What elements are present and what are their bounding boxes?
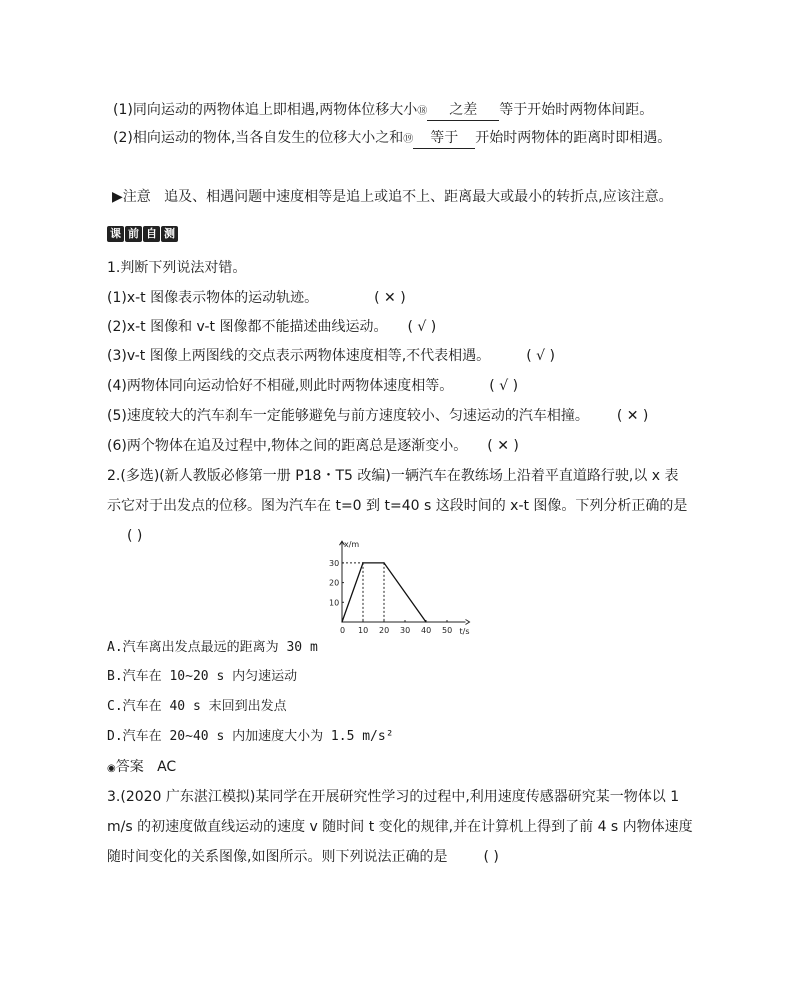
xt-point xyxy=(425,621,426,622)
q1-item-text: (2)x-t 图像和 v-t 图像都不能描述曲线运动。 xyxy=(107,319,388,335)
x-axis-label: t/s xyxy=(459,627,470,636)
summary-item-1 xyxy=(113,100,653,122)
fill-blank-18: 之差 xyxy=(427,100,499,121)
q1-item-mark: ( √ ) xyxy=(526,348,555,364)
xt-point xyxy=(383,562,384,563)
q2-answer-paren: ( ) xyxy=(127,528,143,544)
blank-number-18: ⑱ xyxy=(417,106,428,117)
x-tick-label: 50 xyxy=(442,626,453,635)
summary-item-2-tail: 开始时两物体的距离时即相遇。 xyxy=(475,130,672,146)
q1-item xyxy=(107,288,406,308)
note-text: 追及、相遇问题中速度相等是追上或追不上、距离最大或最小的转折点,应该注意。 xyxy=(164,189,673,205)
q3-line-1: 3.(2020 广东湛江模拟)某同学在开展研究性学习的过程中,利用速度传感器研究某一物体以 1 xyxy=(107,789,680,805)
q2-option-b: B.汽车在 10~20 s 内匀速运动 xyxy=(107,669,298,684)
x-tick-label: 10 xyxy=(358,626,369,635)
y-tick-label: 20 xyxy=(329,578,340,588)
xt-point xyxy=(341,621,342,622)
badge-char: 自 xyxy=(143,226,160,242)
q1-item xyxy=(107,317,436,337)
q1-item-text: (1)x-t 图像表示物体的运动轨迹。 xyxy=(107,290,319,306)
q2-stem-line-2: 示它对于出发点的位移。图为汽车在 t=0 到 t=40 s 这段时间的 x-t 图像。下列分析正确的是 xyxy=(107,498,688,514)
q2-stem-line-1: 2.(多选)(新人教版必修第一册 P18・T5 改编)一辆汽车在教练场上沿着平直道路行驶,以 x 表 xyxy=(107,468,679,484)
q1-stem: 1.判断下列说法对错。 xyxy=(107,260,247,276)
badge-char: 测 xyxy=(161,226,178,242)
q1-item xyxy=(107,406,648,426)
summary-item-1-tail: 等于开始时两物体间距。 xyxy=(499,102,654,118)
note xyxy=(112,187,673,207)
summary-item-1-text: (1)同向运动的两物体追上即相遇,两物体位移大小 xyxy=(113,102,418,118)
xt-chart xyxy=(325,540,475,636)
blank-number-19: ⑲ xyxy=(403,134,414,145)
fill-blank-19: 等于 xyxy=(413,128,475,149)
answer-icon: ◉ xyxy=(107,763,116,774)
q2-option-a: A.汽车离出发点最远的距离为 30 m xyxy=(107,640,318,655)
q1-item-mark: ( ✕ ) xyxy=(616,408,649,424)
y-tick-label: 30 xyxy=(329,558,340,568)
q3-line-3-text: 随时间变化的关系图像,如图所示。则下列说法正确的是 xyxy=(107,849,448,865)
summary-item-2 xyxy=(113,128,671,150)
answer-value: AC xyxy=(157,759,177,775)
xt-point xyxy=(362,562,363,563)
q3-line-3 xyxy=(107,847,499,867)
q1-item xyxy=(107,436,519,456)
summary-item-2-text: (2)相向运动的物体,当各自发生的位移大小之和 xyxy=(113,130,404,146)
x-tick-label: 20 xyxy=(379,626,390,635)
q3-answer-paren: ( ) xyxy=(483,849,499,865)
q3-line-2: m/s 的初速度做直线运动的速度 v 随时间 t 变化的规律,并在计算机上得到了前 4 s 内物体速度 xyxy=(107,819,693,835)
section-badge xyxy=(107,226,179,242)
q2-answer xyxy=(107,757,176,779)
q1-item-text: (6)两个物体在追及过程中,物体之间的距离总是逐渐变小。 xyxy=(107,438,468,454)
q2-option-c: C.汽车在 40 s 末回到出发点 xyxy=(107,699,287,714)
x-tick-label: 0 xyxy=(340,626,346,635)
q1-item-text: (5)速度较大的汽车刹车一定能够避免与前方速度较小、匀速运动的汽车相撞。 xyxy=(107,408,589,424)
y-axis-label: x/m xyxy=(344,540,360,550)
badge-char: 前 xyxy=(125,226,142,242)
q1-item-mark: ( ✕ ) xyxy=(374,290,406,306)
q1-item xyxy=(107,346,555,366)
q1-item-text: (3)v-t 图像上两图线的交点表示两物体速度相等,不代表相遇。 xyxy=(107,348,491,364)
q1-item-mark: ( √ ) xyxy=(407,319,437,335)
answer-label: 答案 xyxy=(115,759,144,775)
q1-item xyxy=(107,376,518,396)
y-tick-label: 10 xyxy=(329,598,340,608)
badge-char: 课 xyxy=(107,226,124,242)
q1-item-text: (4)两物体同向运动恰好不相碰,则此时两物体速度相等。 xyxy=(107,378,454,394)
q1-item-mark: ( ✕ ) xyxy=(487,438,519,454)
note-label: ▶注意 xyxy=(112,189,151,205)
q2-option-d: D.汽车在 20~40 s 内加速度大小为 1.5 m/s² xyxy=(107,729,394,744)
q1-item-mark: ( √ ) xyxy=(489,378,519,394)
x-tick-label: 30 xyxy=(400,626,411,635)
x-tick-label: 40 xyxy=(421,626,432,635)
x-axis-arrow xyxy=(466,620,470,625)
